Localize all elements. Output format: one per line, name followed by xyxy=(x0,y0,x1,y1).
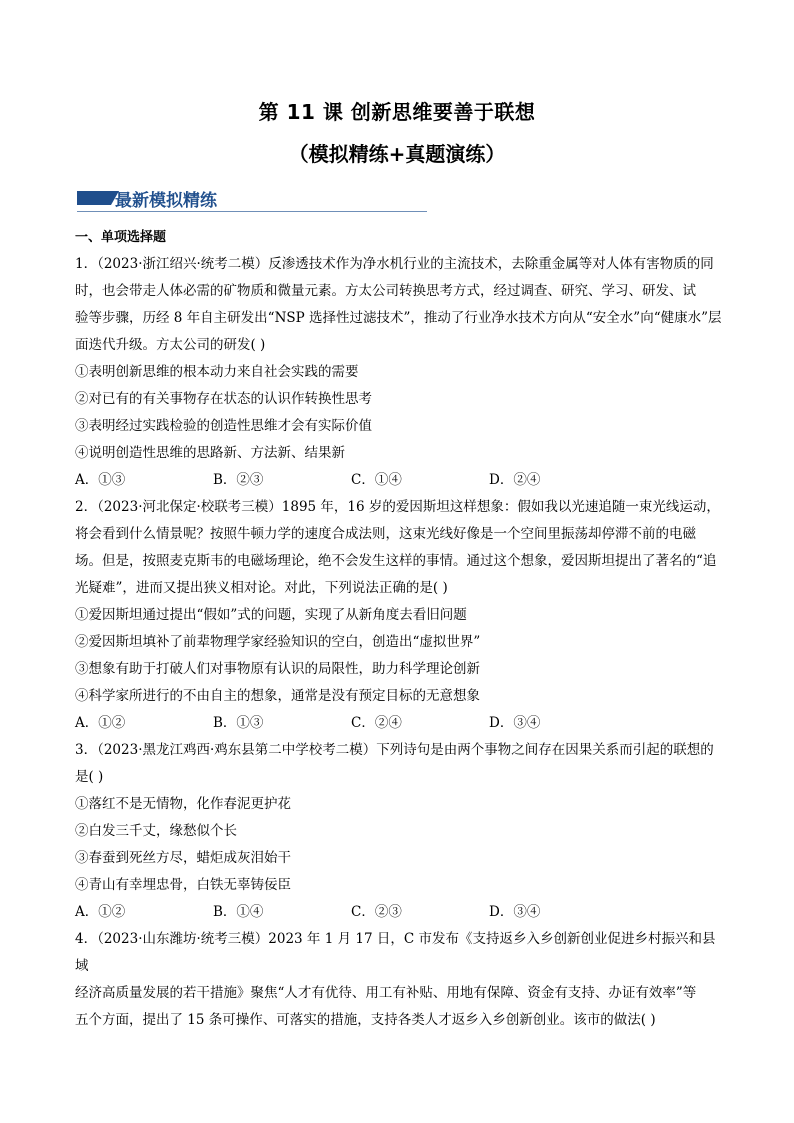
statement-item: ④青山有幸埋忠骨，白铁无辜铸佞臣 xyxy=(75,877,291,893)
statement-item: ①表明创新思维的根本动力来自社会实践的需要 xyxy=(75,364,359,380)
question-stem-line: 2．（2023·河北保定·校联考三模）1895 年，16 岁的爱因斯坦这样想象：假如我以光速追随一束光线运动， xyxy=(75,499,720,515)
statement-item: ④科学家所进行的不由自主的想象，通常是没有预定目标的无意想象 xyxy=(75,688,480,704)
section-banner xyxy=(77,186,427,212)
question-stem-line: 验等步骤，历经 8 年自主研发出“NSP 选择性过滤技术”，推动了行业净水技术方向从“安全水”向“健康水”层 xyxy=(75,310,722,326)
question-stem-line: 时，也会带走人体必需的矿物质和微量元素。方太公司转换思考方式，经过调查、研究、学习、研发、试 xyxy=(75,283,696,299)
answer-choices xyxy=(75,467,723,494)
answer-choice[interactable]: C．②③ xyxy=(351,904,402,920)
banner-label: 最新模拟精练 xyxy=(115,191,217,211)
question-4 xyxy=(75,926,723,1034)
question-1 xyxy=(75,251,723,494)
statement-item: ①爱因斯坦通过提出“假如”式的问题，实现了从新角度去看旧问题 xyxy=(75,607,467,623)
answer-choice[interactable]: D．②④ xyxy=(489,472,541,488)
statement-item: ③春蚕到死丝方尽，蜡炬成灰泪始干 xyxy=(75,850,291,866)
question-stem-line: 场。但是，按照麦克斯韦的电磁场理论，绝不会发生这样的事情。通过这个想象，爱因斯坦提出了著名的“追 xyxy=(75,553,717,569)
statement-item: ②对已有的有关事物存在状态的认识作转换性思考 xyxy=(75,391,372,407)
answer-choice[interactable]: D．③④ xyxy=(489,904,541,920)
answer-choice[interactable]: A．①② xyxy=(75,715,126,731)
question-stem-line: 面迭代升级。方太公司的研发( ) xyxy=(75,337,266,353)
answer-choices xyxy=(75,899,723,926)
question-stem-line: 是( ) xyxy=(75,769,104,785)
answer-choice[interactable]: A．①② xyxy=(75,904,126,920)
answer-choice[interactable]: D．③④ xyxy=(489,715,541,731)
question-3 xyxy=(75,737,723,926)
answer-choices xyxy=(75,710,723,737)
question-content xyxy=(75,224,723,1034)
lesson-subtitle: （模拟精练+真题演练） xyxy=(288,142,506,166)
banner-rule xyxy=(77,211,427,212)
answer-choice[interactable]: A．①③ xyxy=(75,472,126,488)
question-stem-line: 经济高质量发展的若干措施》聚焦“人才有优待、用工有补贴、用地有保障、资金有支持、办证有效率”等 xyxy=(75,985,697,1001)
question-stem-line: 将会看到什么情景呢？按照牛顿力学的速度合成法则，这束光线好像是一个空间里振荡却停滞不前的电磁 xyxy=(75,526,696,542)
question-stem-line: 3．（2023·黑龙江鸡西·鸡东县第二中学校考二模）下列诗句是由两个事物之间存在因果关系而引起的联想的 xyxy=(75,742,714,758)
statement-item: ③想象有助于打破人们对事物原有认识的局限性，助力科学理论创新 xyxy=(75,661,480,677)
question-stem-line: 4．（2023·山东潍坊·统考三模）2023 年 1 月 17 日，C 市发布《支持返乡入乡创新创业促进乡村振兴和县域 xyxy=(75,931,716,974)
question-stem-line: 五个方面，提出了 15 条可操作、可落实的措施，支持各类人才返乡入乡创新创业。该市的做法( ) xyxy=(75,1012,656,1028)
statement-item: ④说明创造性思维的思路新、方法新、结果新 xyxy=(75,445,345,461)
answer-choice[interactable]: B．①④ xyxy=(213,904,264,920)
statement-item: ②爱因斯坦填补了前辈物理学家经验知识的空白，创造出“虚拟世界” xyxy=(75,634,481,650)
section-heading: 一、单项选择题 xyxy=(75,230,167,245)
answer-choice[interactable]: B．①③ xyxy=(213,715,264,731)
answer-choice[interactable]: C．②④ xyxy=(351,715,402,731)
lesson-title: 第 11 课 创新思维要善于联想 xyxy=(258,100,536,124)
statement-item: ①落红不是无情物，化作春泥更护花 xyxy=(75,796,291,812)
statement-item: ③表明经过实践检验的创造性思维才会有实际价值 xyxy=(75,418,372,434)
answer-choice[interactable]: B．②③ xyxy=(213,472,264,488)
question-list xyxy=(75,251,723,1034)
question-stem-line: 1．（2023·浙江绍兴·统考二模）反渗透技术作为净水机行业的主流技术，去除重金属等对人体有害物质的同 xyxy=(75,256,714,272)
banner-bar-icon xyxy=(77,191,111,205)
question-2 xyxy=(75,494,723,737)
statement-item: ②白发三千丈，缘愁似个长 xyxy=(75,823,237,839)
question-stem-line: 光疑难”，进而又提出狭义相对论。对此，下列说法正确的是( ) xyxy=(75,580,448,596)
answer-choice[interactable]: C．①④ xyxy=(351,472,402,488)
